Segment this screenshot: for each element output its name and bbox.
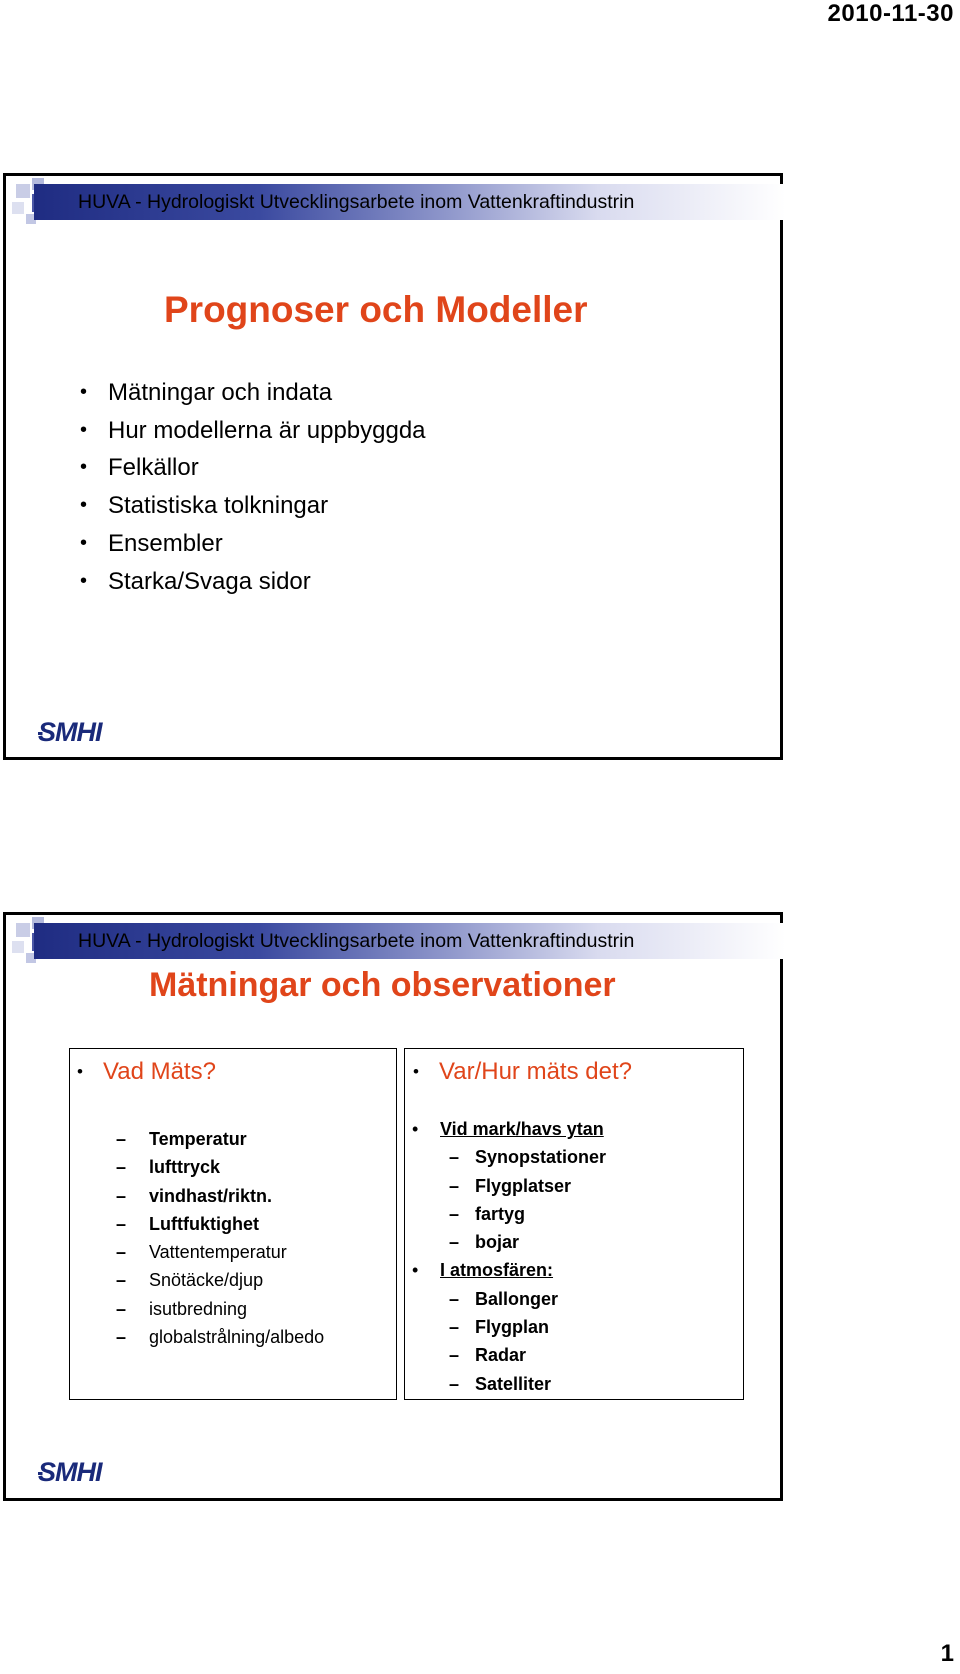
list-item: – globalstrålning/albedo: [116, 1323, 324, 1351]
list-item: • Mätningar och indata: [78, 374, 426, 412]
page-date: 2010-11-30: [827, 0, 954, 27]
measured-list: [116, 1125, 324, 1351]
where-list: [412, 1115, 607, 1398]
smhi-logo: SMHI: [38, 1457, 102, 1487]
slide-prognoser: [3, 173, 783, 760]
list-item: – Synopstationer: [449, 1143, 641, 1171]
slide-title: Prognoser och Modeller: [164, 289, 588, 330]
left-column-heading: • Vad Mäts?: [103, 1058, 216, 1086]
list-item: – Flygplatser: [449, 1172, 641, 1200]
list-item: • Starka/Svaga sidor: [78, 563, 426, 601]
list-item: – isutbredning: [116, 1295, 324, 1323]
group-heading: • I atmosfären:: [412, 1256, 604, 1284]
header-title: HUVA - Hydrologiskt Utvecklingsarbete inom Vattenkraftindustrin: [78, 191, 635, 213]
list-item: – Radar: [449, 1341, 641, 1369]
smhi-logo: SMHI: [38, 717, 102, 747]
list-item: – Temperatur: [116, 1125, 324, 1153]
header-title: HUVA - Hydrologiskt Utvecklingsarbete inom Vattenkraftindustrin: [78, 930, 635, 952]
list-item: – Flygplan: [449, 1313, 641, 1341]
list-item: – Vattentemperatur: [116, 1238, 324, 1266]
group-heading: • Vid mark/havs ytan: [412, 1115, 604, 1143]
list-item: – bojar: [449, 1228, 641, 1256]
slide-matningar: [3, 912, 783, 1501]
list-item: – lufttryck: [116, 1153, 324, 1181]
list-item: – Satelliter: [449, 1370, 641, 1398]
list-item: • Felkällor: [78, 449, 426, 487]
list-item: – Ballonger: [449, 1285, 641, 1313]
list-item: • Ensembler: [78, 525, 426, 563]
list-item: – Snötäcke/djup: [116, 1266, 324, 1294]
list-item: – vindhast/riktn.: [116, 1182, 324, 1210]
list-item: • Hur modellerna är uppbyggda: [78, 412, 426, 450]
slide-title: Mätningar och observationer: [149, 966, 616, 1004]
left-column: [69, 1048, 397, 1400]
right-column-heading: • Var/Hur mäts det?: [439, 1058, 632, 1086]
right-column: [404, 1048, 744, 1400]
bullet-list: [78, 374, 426, 600]
list-item: • Statistiska tolkningar: [78, 487, 426, 525]
page-number: 1: [940, 1640, 954, 1667]
list-item: – Luftfuktighet: [116, 1210, 324, 1238]
list-item: – fartyg: [449, 1200, 641, 1228]
